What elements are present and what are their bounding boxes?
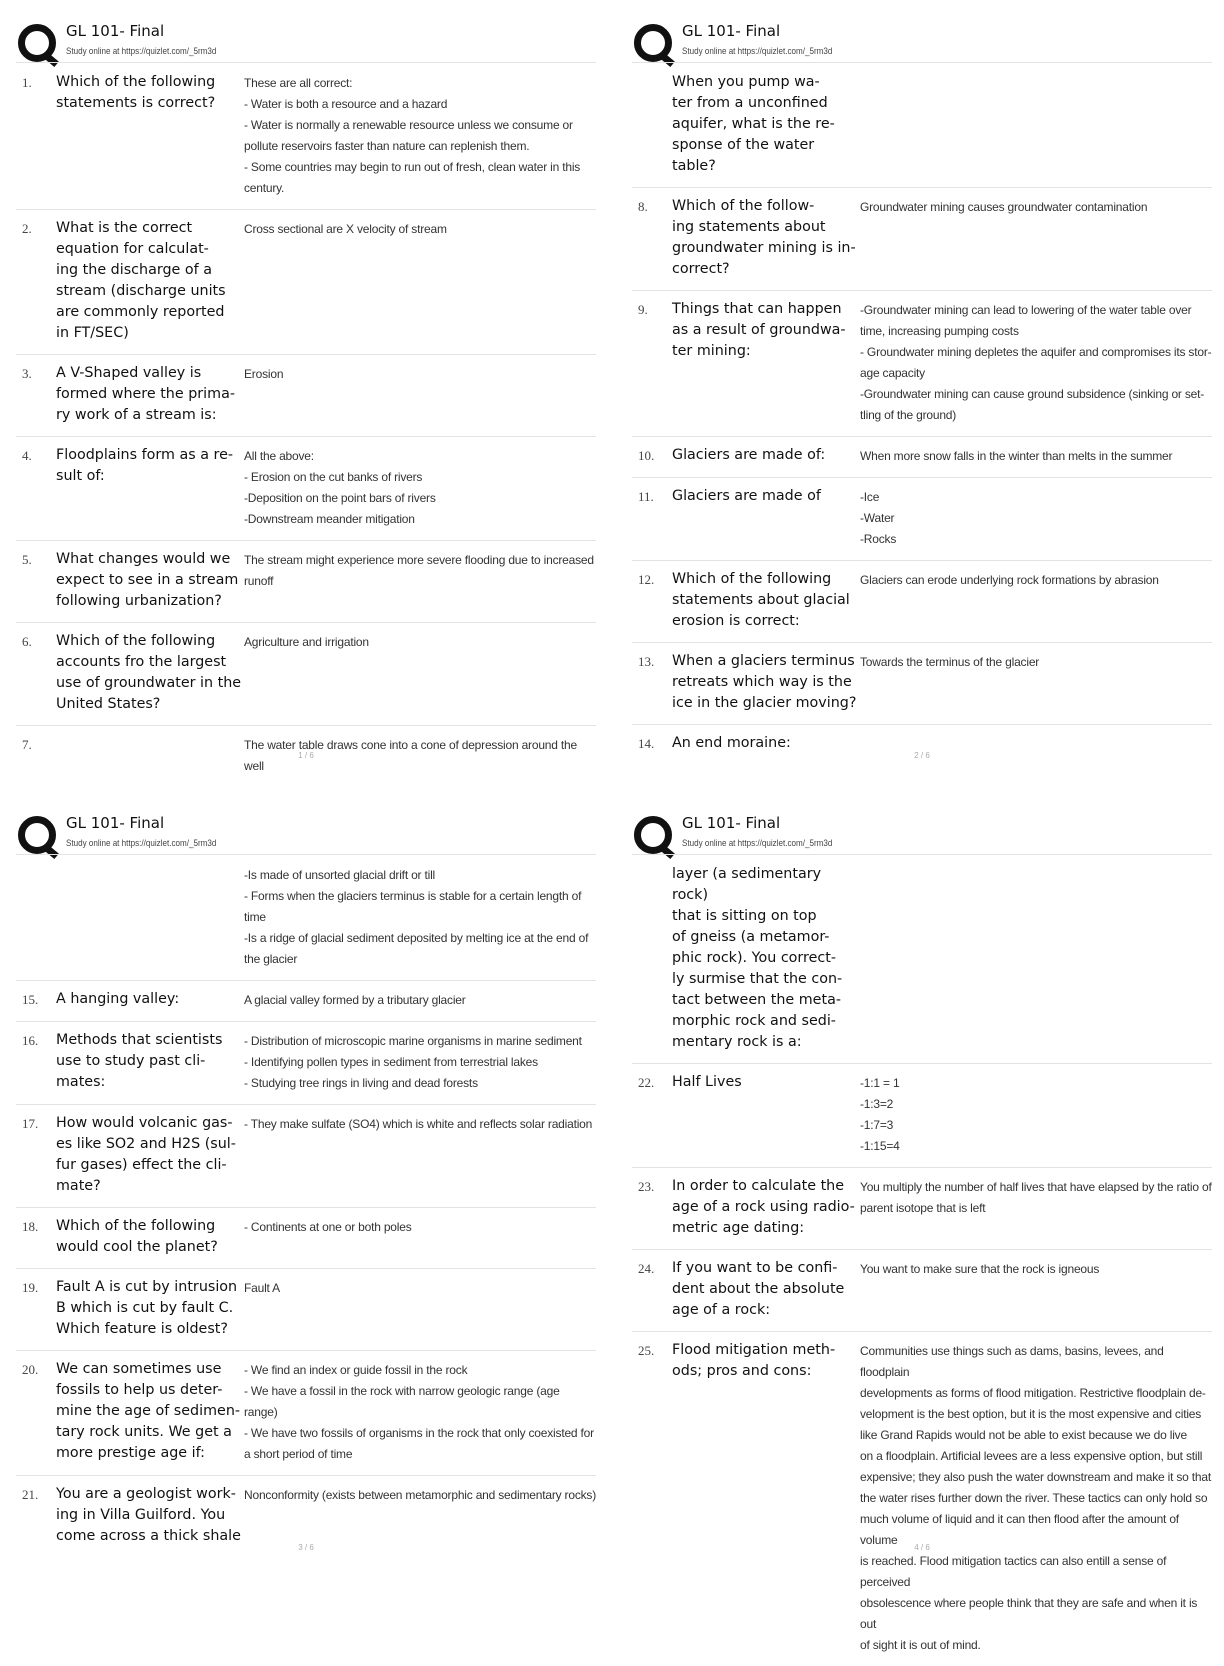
question-number: 13. (638, 654, 655, 669)
question-text: Things that can happen as a result of groundwa- ter mining: (672, 301, 846, 359)
answer-text: - Distribution of microscopic marine organisms in marine sediment - Identifying pollen types in sediment from terrestrial lakes - Studying tree rings in living and dead forests (244, 1034, 582, 1090)
answer-text: Towards the terminus of the glacier (860, 655, 1040, 669)
question-text: How would volcanic gas- es like SO2 and H2S (sul- fur gases) effect the cli- mate? (56, 1115, 236, 1194)
page-3 (16, 810, 596, 1570)
qa-row (632, 437, 1212, 478)
qa-row (16, 1105, 596, 1208)
qa-row (632, 1168, 1212, 1250)
answer-text: Groundwater mining causes groundwater contamination (860, 200, 1148, 214)
question-number: 4. (22, 448, 32, 463)
answer-text: All the above: - Erosion on the cut banks of rivers -Deposition on the point bars of rivers -Downstream meander mitigation (244, 449, 436, 526)
doc-subtitle[interactable]: Study online at https://quizlet.com/_5rm3d (66, 46, 217, 57)
question-text: In order to calculate the age of a rock using radio- metric age dating: (672, 1178, 855, 1236)
question-text: What changes would we expect to see in a stream following urbanization? (56, 551, 239, 609)
doc-title: GL 101- Final (682, 814, 781, 832)
qa-row (632, 1250, 1212, 1332)
page-number: 3 / 6 (298, 1543, 314, 1552)
qa-list (16, 856, 596, 1557)
answer-text: Erosion (244, 367, 284, 381)
question-number: 12. (638, 572, 655, 587)
question-number: 5. (22, 552, 32, 567)
answer-text: Nonconformity (exists between metamorphic and sedimentary rocks) (244, 1488, 597, 1502)
question-number: 24. (638, 1261, 655, 1276)
qa-row (632, 1332, 1212, 1666)
answer-text: When more snow falls in the winter than melts in the summer (860, 449, 1173, 463)
question-number: 15. (22, 992, 39, 1007)
answer-text (860, 864, 1212, 1053)
question-number: 18. (22, 1219, 39, 1234)
page-4 (632, 810, 1212, 1652)
question-text: Floodplains form as a re- sult of: (56, 447, 234, 484)
question-number: 16. (22, 1033, 39, 1048)
question-text: We can sometimes use fossils to help us deter- mine the age of sedimen- tary rock units. We get a more prestige age if: (56, 1361, 241, 1461)
quizlet-logo-icon (18, 24, 56, 62)
qa-row (16, 1208, 596, 1269)
question-number: 11. (638, 489, 654, 504)
doc-subtitle[interactable]: Study online at https://quizlet.com/_5rm3d (682, 838, 833, 849)
question-text: Half Lives (672, 1074, 742, 1090)
doc-title: GL 101- Final (66, 814, 165, 832)
answer-text: A glacial valley formed by a tributary glacier (244, 993, 466, 1007)
qa-row (632, 478, 1212, 561)
page-header (632, 18, 1212, 60)
answer-text: These are all correct: - Water is both a resource and a hazard - Water is normally a renewable resource unless we consume or pollute reservoirs faster than nature can replenish them. - Some countries may begin to run out of fresh, clean water in this century. (244, 76, 581, 195)
answer-text: Agriculture and irrigation (244, 635, 369, 649)
qa-row (16, 856, 596, 981)
question-number: 2. (22, 221, 32, 236)
question-number (16, 864, 56, 970)
question-text: When a glaciers terminus retreats which way is the ice in the glacier moving? (672, 653, 857, 711)
question-number: 3. (22, 366, 32, 381)
qa-row (632, 856, 1212, 1064)
answer-text: Glaciers can erode underlying rock formations by abrasion (860, 573, 1159, 587)
doc-subtitle[interactable]: Study online at https://quizlet.com/_5rm3d (682, 46, 833, 57)
answer-text: -1:1 = 1 -1:3=2 -1:7=3 -1:15=4 (860, 1076, 900, 1153)
qa-row (16, 541, 596, 623)
question-text: Methods that scientists use to study past cli- mates: (56, 1032, 223, 1090)
question-text (56, 864, 244, 970)
qa-row (16, 1351, 596, 1476)
question-text: An end moraine: (672, 735, 791, 751)
qa-list (16, 64, 596, 787)
answer-text (860, 72, 1212, 177)
answer-text: The stream might experience more severe flooding due to increased runoff (244, 553, 594, 588)
question-text: layer (a sedimentary rock) that is sitting on top of gneiss (a metamor- phic rock). You correct- ly surmise that the con- tact between the meta- morphic rock and sedi- mentary rock is a: (672, 866, 843, 1050)
question-number: 20. (22, 1362, 39, 1377)
answer-text: -Ice -Water -Rocks (860, 490, 897, 546)
answer-text: The water table draws cone into a cone of depression around the well (244, 738, 577, 773)
qa-row (632, 561, 1212, 643)
qa-row (16, 210, 596, 355)
qa-row (632, 643, 1212, 725)
qa-row (16, 64, 596, 210)
header-divider (632, 62, 1212, 63)
answer-text: - We find an index or guide fossil in the rock - We have a fossil in the rock with narrow geologic range (age range) - We have two fossils of organisms in the rock that only coexisted for a short period of time (244, 1363, 594, 1461)
question-text: A V-Shaped valley is formed where the prima- ry work of a stream is: (56, 365, 235, 423)
question-number: 22. (638, 1075, 655, 1090)
question-number: 21. (22, 1487, 39, 1502)
question-number: 10. (638, 448, 655, 463)
question-text: Which of the following statements about glacial erosion is correct: (672, 571, 850, 629)
question-number (632, 864, 672, 1053)
question-number: 17. (22, 1116, 39, 1131)
question-number: 14. (638, 736, 655, 751)
question-text: Which of the following statements is correct? (56, 74, 216, 111)
qa-row (632, 1064, 1212, 1168)
question-text: A hanging valley: (56, 991, 180, 1007)
question-number: 9. (638, 302, 648, 317)
answer-text: -Groundwater mining can lead to lowering of the water table over time, increasing pumping costs - Groundwater mining depletes the aquifer and compromises its stor- age capacity -Groundwater mining can cause ground subsidence (sinking or set- tling of the ground) (860, 303, 1212, 422)
answer-text: You want to make sure that the rock is igneous (860, 1262, 1100, 1276)
question-text: Glaciers are made of: (672, 447, 826, 463)
quizlet-logo-icon (634, 816, 672, 854)
question-number: 19. (22, 1280, 39, 1295)
question-text: You are a geologist work- ing in Villa Guilford. You come across a thick shale (56, 1486, 241, 1544)
page-1 (16, 18, 596, 778)
answer-text: Fault A (244, 1281, 280, 1295)
question-text: When you pump wa- ter from a unconfined aquifer, what is the re- sponse of the water table? (672, 74, 835, 174)
answer-text: You multiply the number of half lives that have elapsed by the ratio of parent isotope that is left (860, 1180, 1212, 1215)
page-header (632, 810, 1212, 852)
page-number: 4 / 6 (914, 1543, 930, 1552)
question-number: 8. (638, 199, 648, 214)
qa-row (16, 355, 596, 437)
doc-subtitle[interactable]: Study online at https://quizlet.com/_5rm3d (66, 838, 217, 849)
question-text: Which of the follow- ing statements about groundwater mining is in- correct? (672, 198, 856, 277)
question-text: Which of the following would cool the planet? (56, 1218, 218, 1255)
answer-text: - Continents at one or both poles (244, 1220, 412, 1234)
question-text: Glaciers are made of (672, 488, 821, 504)
quizlet-logo-icon (18, 816, 56, 854)
question-number: 7. (22, 737, 32, 752)
answer-text: Communities use things such as dams, basins, levees, and floodplain developments as forms of flood mitigation. Restrictive floodplain de- velopment is the best option, but it is the most expensive and cities like Grand Rapids would not be able to exist because we do live on a floodplain. Artificial levees are a less expensive option, but still expensive; they also push the water downstream and make it so that the water rises further down the river. These tactics can only hold so much volume of liquid and it can then flood after the amount of volume is reached. Flood mitigation tactics can also entill a sense of perceived obsolescence where people think that they are safe and when it is out of sight it is out of mind. (860, 1344, 1212, 1652)
answer-text: - They make sulfate (SO4) which is white and reflects solar radiation (244, 1117, 593, 1131)
quizlet-logo-icon (634, 24, 672, 62)
qa-row (632, 64, 1212, 188)
qa-list (632, 64, 1212, 764)
qa-row (16, 623, 596, 726)
qa-row (632, 188, 1212, 291)
answer-text: Cross sectional are X velocity of stream (244, 222, 447, 236)
question-number: 1. (22, 75, 32, 90)
page-header (16, 18, 596, 60)
doc-title: GL 101- Final (66, 22, 165, 40)
header-divider (16, 854, 596, 855)
qa-row (16, 1022, 596, 1105)
page-header (16, 810, 596, 852)
qa-row (632, 291, 1212, 437)
question-text: Which of the following accounts fro the largest use of groundwater in the United States? (56, 633, 242, 712)
question-text: What is the correct equation for calculat- ing the discharge of a stream (discharge units are commonly reported in FT/SEC) (56, 220, 226, 341)
header-divider (632, 854, 1212, 855)
question-number: 25. (638, 1343, 655, 1358)
qa-row (16, 437, 596, 541)
page-number: 1 / 6 (298, 751, 314, 760)
question-number: 23. (638, 1179, 655, 1194)
question-number (632, 72, 672, 177)
doc-title: GL 101- Final (682, 22, 781, 40)
qa-row (16, 1269, 596, 1351)
question-number: 6. (22, 634, 32, 649)
page-2 (632, 18, 1212, 778)
header-divider (16, 62, 596, 63)
question-text: Fault A is cut by intrusion B which is cut by fault C. Which feature is oldest? (56, 1279, 238, 1337)
question-text: If you want to be confi- dent about the absolute age of a rock: (672, 1260, 845, 1318)
page-number: 2 / 6 (914, 751, 930, 760)
qa-row (16, 981, 596, 1022)
question-text: Flood mitigation meth- ods; pros and cons: (672, 1342, 836, 1379)
answer-text: -Is made of unsorted glacial drift or till - Forms when the glaciers terminus is stable for a certain length of time -Is a ridge of glacial sediment deposited by melting ice at the end of the glacier (244, 868, 589, 966)
